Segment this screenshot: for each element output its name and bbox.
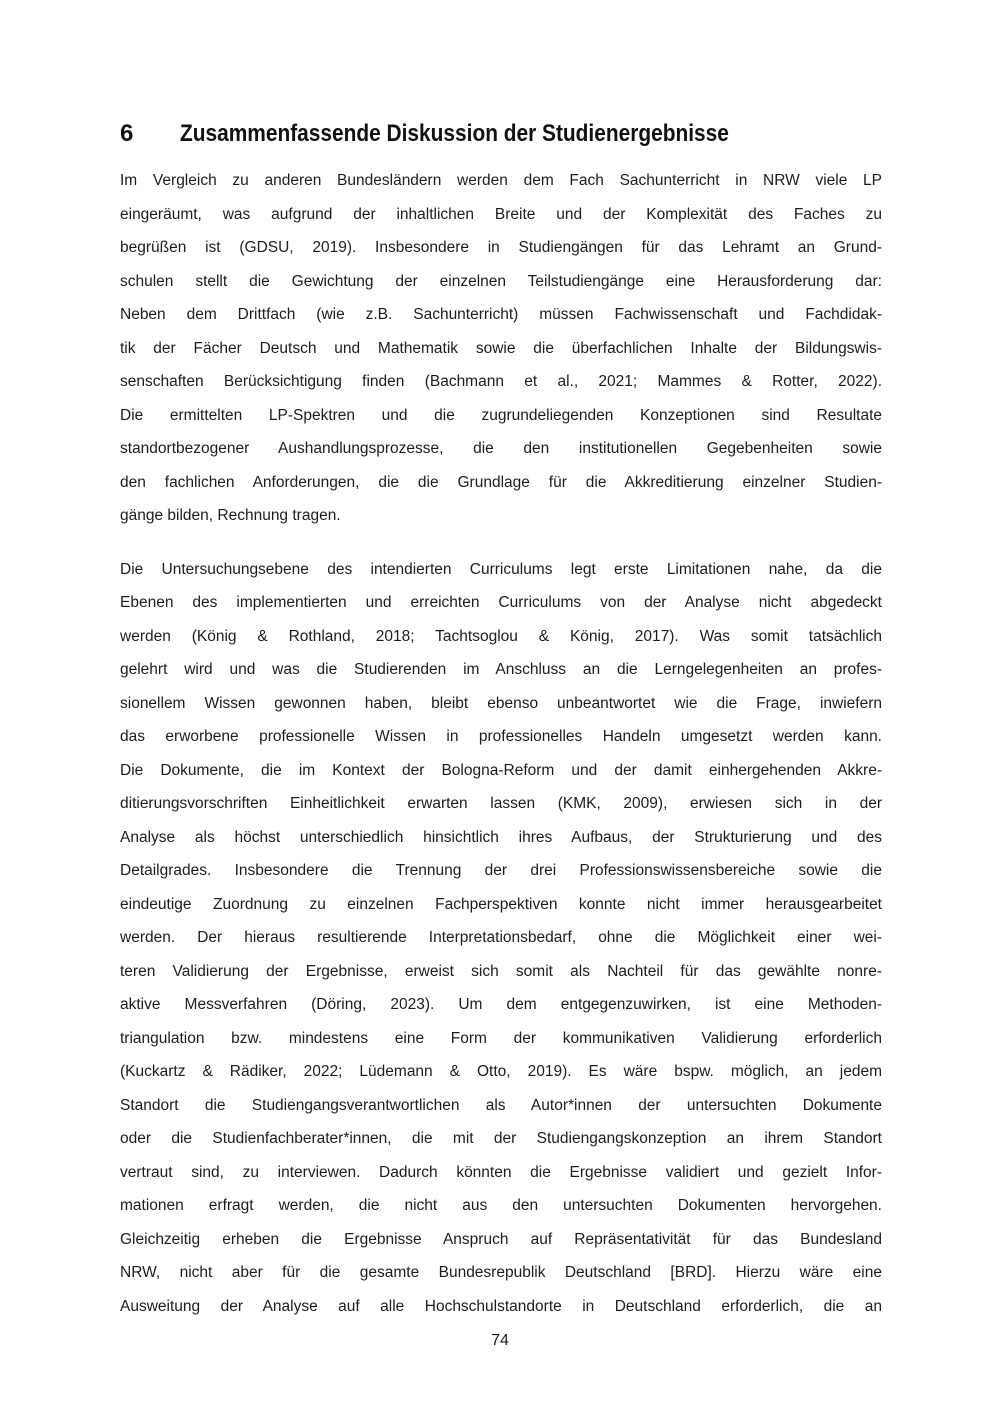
text-line: aktive Messverfahren (Döring, 2023). Um dem entgegenzuwirken, ist eine Methoden- xyxy=(120,996,882,1013)
text-line: ditierungsvorschriften Einheitlichkeit erwarten lassen (KMK, 2009), erwiesen sich in der xyxy=(120,795,882,812)
text-line: gelehrt wird und was die Studierenden im Anschluss an die Lerngelegenheiten an profes- xyxy=(120,661,882,678)
text-line: Die ermittelten LP-Spektren und die zugrundeliegenden Konzeptionen sind Resultate xyxy=(120,406,882,424)
paragraph xyxy=(120,553,882,1324)
text-line: Ausweitung der Analyse auf alle Hochschulstandorte in Deutschland erforderlich, die an xyxy=(120,1297,882,1315)
text-line: das erworbene professionelle Wissen in professionelles Handeln umgesetzt werden kann. xyxy=(120,728,882,745)
section-title: Zusammenfassende Diskussion der Studienergebnisse xyxy=(180,120,729,147)
text-line: schulen stellt die Gewichtung der einzelnen Teilstudiengänge eine Herausforderung dar: xyxy=(120,272,882,290)
text-line: mationen erfragt werden, die nicht aus den untersuchten Dokumenten hervorgehen. xyxy=(120,1197,882,1214)
paragraph xyxy=(120,164,882,533)
page-number: 74 xyxy=(491,1332,509,1349)
text-line: senschaften Berücksichtigung finden (Bachmann et al., 2021; Mammes & Rotter, 2022). xyxy=(120,373,882,390)
text-line: oder die Studienfachberater*innen, die mit der Studiengangskonzeption an ihrem Standort xyxy=(120,1130,882,1147)
text-line: sionellem Wissen gewonnen haben, bleibt ebenso unbeantwortet wie die Frage, inwiefern xyxy=(120,694,882,712)
text-line: werden. Der hieraus resultierende Interpretationsbedarf, ohne die Möglichkeit einer wei- xyxy=(120,929,882,946)
text-line: triangulation bzw. mindestens eine Form der kommunikativen Validierung erforderlich xyxy=(120,1029,882,1047)
text-line: (Kuckartz & Rädiker, 2022; Lüdemann & Otto, 2019). Es wäre bspw. möglich, an jedem xyxy=(120,1063,882,1080)
text-line: Die Untersuchungsebene des intendierten Curriculums legt erste Limitationen nahe, da die xyxy=(120,560,882,578)
text-line: vertraut sind, zu interviewen. Dadurch könnten die Ergebnisse validiert und gezielt Infor- xyxy=(120,1163,882,1181)
text-line: Neben dem Drittfach (wie z.B. Sachunterricht) müssen Fachwissenschaft und Fachdidak- xyxy=(120,306,882,323)
page-content xyxy=(120,120,882,1323)
text-line: werden (König & Rothland, 2018; Tachtsoglou & König, 2017). Was somit tatsächlich xyxy=(120,627,882,645)
text-line: begrüßen ist (GDSU, 2019). Insbesondere in Studiengängen für das Lehramt an Grund- xyxy=(120,239,882,256)
text-line: NRW, nicht aber für die gesamte Bundesrepublik Deutschland [BRD]. Hierzu wäre eine xyxy=(120,1264,882,1281)
text-line: standortbezogener Aushandlungsprozesse, die den institutionellen Gegebenheiten sowie xyxy=(120,440,882,457)
text-line: tik der Fächer Deutsch und Mathematik sowie die überfachlichen Inhalte der Bildungswis- xyxy=(120,339,882,357)
text-line: gänge bilden, Rechnung tragen. xyxy=(120,507,341,524)
text-line: Detailgrades. Insbesondere die Trennung der drei Professionswissensbereiche sowie die xyxy=(120,862,882,879)
text-line: eindeutige Zuordnung zu einzelnen Fachperspektiven konnte nicht immer herausgearbeitet xyxy=(120,895,882,913)
text-line: Ebenen des implementierten und erreichten Curriculums von der Analyse nicht abgedeckt xyxy=(120,594,882,611)
text-line: den fachlichen Anforderungen, die die Grundlage für die Akkreditierung einzelner Studien- xyxy=(120,473,882,491)
text-line: eingeräumt, was aufgrund der inhaltlichen Breite und der Komplexität des Faches zu xyxy=(120,205,882,223)
body-text xyxy=(120,164,882,1323)
text-line: Die Dokumente, die im Kontext der Bologna-Reform und der damit einhergehenden Akkre- xyxy=(120,761,882,779)
section-number: 6 xyxy=(120,120,134,147)
section-heading xyxy=(120,120,882,148)
text-line: Analyse als höchst unterschiedlich hinsichtlich ihres Aufbaus, der Strukturierung und des xyxy=(120,828,882,846)
text-line: teren Validierung der Ergebnisse, erweist sich somit als Nachteil für das gewählte nonre- xyxy=(120,962,882,980)
text-line: Standort die Studiengangsverantwortlichen als Autor*innen der untersuchten Dokumente xyxy=(120,1096,882,1114)
text-line: Im Vergleich zu anderen Bundesländern werden dem Fach Sachunterricht in NRW viele LP xyxy=(120,172,882,189)
text-line: Gleichzeitig erheben die Ergebnisse Anspruch auf Repräsentativität für das Bundesland xyxy=(120,1230,882,1248)
